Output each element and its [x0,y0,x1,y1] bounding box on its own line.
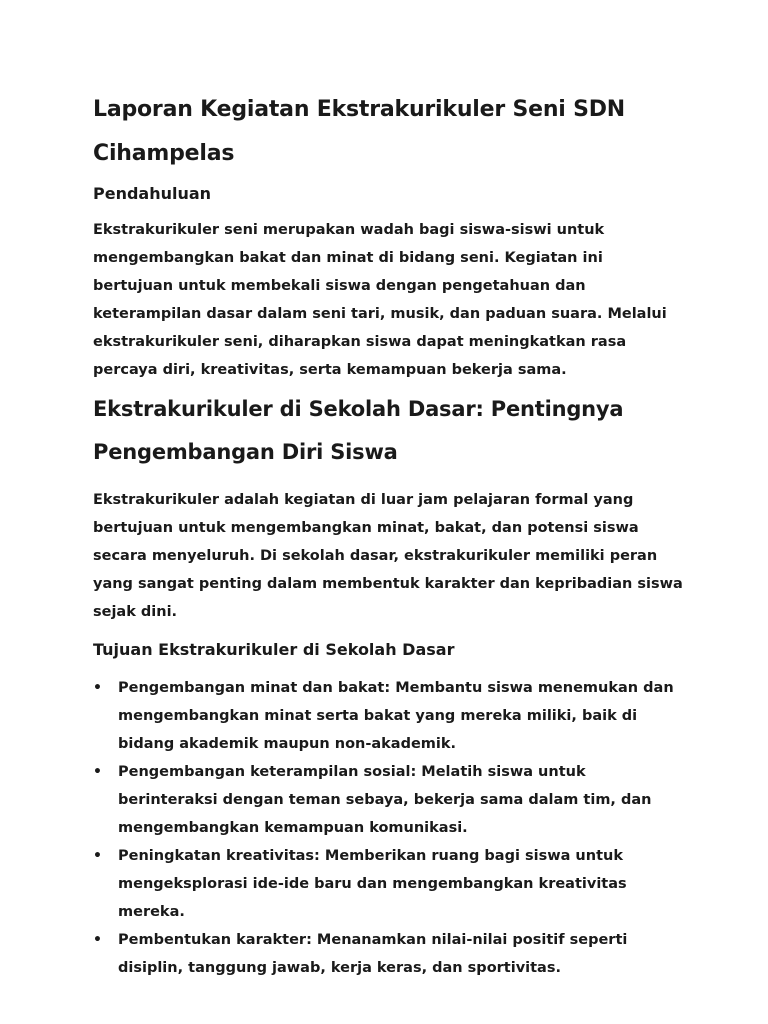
list-item [93,674,683,758]
intro-paragraph: Ekstrakurikuler seni merupakan wadah bagi siswa-siswi untuk mengembangkan bakat dan minat di bidang seni. Kegiatan ini bertujuan untuk membekali siswa dengan pengetahuan dan keterampilan dasar dalam seni tari, musik, dan paduan suara. Melalui ekstrakurikuler seni, diharapkan siswa dapat meningkatkan rasa percaya diri, kreativitas, serta kemampuan bekerja sama. [93,222,667,378]
bullet-icon: • [93,932,102,948]
goals-heading: Tujuan Ekstrakurikuler di Sekolah Dasar [93,640,455,659]
list-item [93,758,683,842]
bullet-icon: • [93,764,102,780]
list-item-text: Peningkatan kreativitas: Memberikan ruang bagi siswa untuk mengeksplorasi ide-ide baru dan mengembangkan kreativitas mereka. [118,848,627,920]
document-page [93,88,683,982]
document-title: Laporan Kegiatan Ekstrakurikuler Seni SDN Cihampelas [93,97,626,166]
list-item-text: Pengembangan keterampilan sosial: Melatih siswa untuk berinteraksi dengan teman sebaya, bekerja sama dalam tim, dan mengembangkan kemampuan komunikasi. [118,764,652,836]
list-item-text: Pengembangan minat dan bakat: Membantu siswa menemukan dan mengembangkan minat serta bakat yang mereka miliki, baik di bidang akademik maupun non-akademik. [118,680,674,752]
list-item-text: Pembentukan karakter: Menanamkan nilai-nilai positif seperti disiplin, tanggung jawab, kerja keras, dan sportivitas. [118,932,628,976]
list-item [93,926,683,982]
section-paragraph: Ekstrakurikuler adalah kegiatan di luar jam pelajaran formal yang bertujuan untuk mengembangkan minat, bakat, dan potensi siswa secara menyeluruh. Di sekolah dasar, ekstrakurikuler memiliki peran yang sangat penting dalam membentuk karakter dan kepribadian siswa sejak dini. [93,492,683,620]
goals-list [93,674,683,982]
bullet-icon: • [93,848,102,864]
intro-heading: Pendahuluan [93,184,212,203]
bullet-icon: • [93,680,102,696]
list-item [93,842,683,926]
section-heading: Ekstrakurikuler di Sekolah Dasar: Pentingnya Pengembangan Diri Siswa [93,397,624,464]
